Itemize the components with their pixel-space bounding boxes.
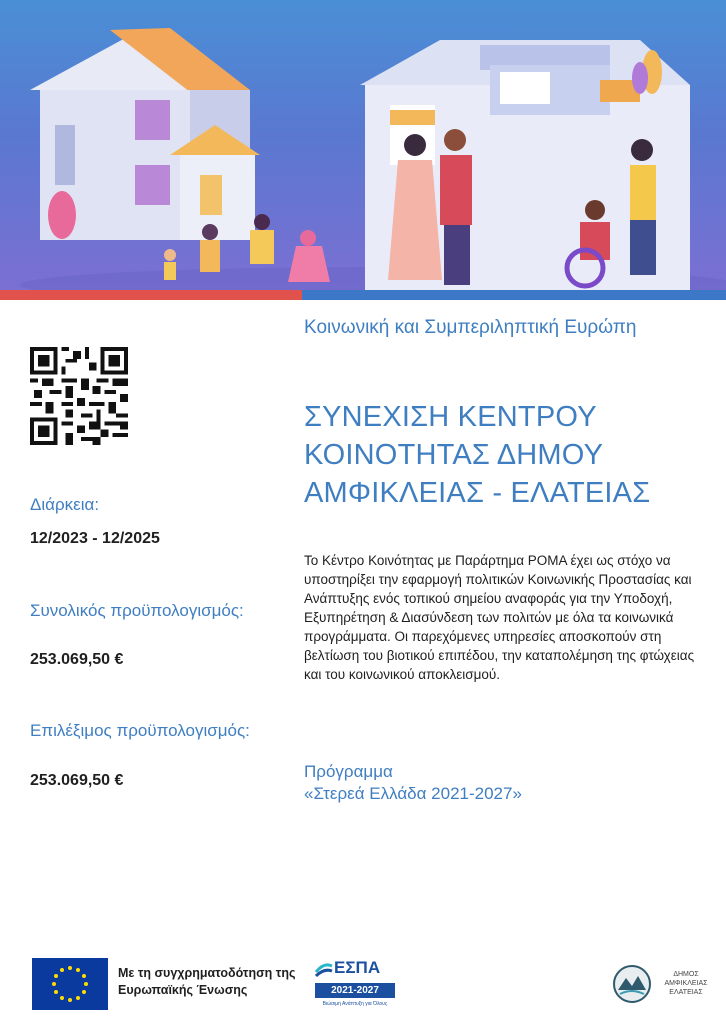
program-area: Κοινωνική και Συμπεριληπτική Ευρώπη xyxy=(304,317,637,338)
project-title: ΣΥΝΕΧΙΣΗ ΚΕΝΤΡΟΥ ΚΟΙΝΟΤΗΤΑΣ ΔΗΜΟΥ ΑΜΦΙΚΛΕΙΑΣ - ΕΛΑΤΕΙΑΣ xyxy=(304,401,651,509)
espa-title: ΕΣΠΑ xyxy=(334,958,381,977)
hero-illustration xyxy=(0,0,726,300)
total-budget-value: 253.069,50 € xyxy=(30,651,124,668)
espa-mark-icon xyxy=(315,960,333,978)
total-budget-label: Συνολικός προϋπολογισμός: xyxy=(30,601,244,620)
espa-years: 2021-2027 xyxy=(315,983,395,998)
eu-cofunding-text: Με τη συγχρηματοδότηση της Ευρωπαϊκής Ένωσης xyxy=(118,966,296,997)
eligible-budget-value: 253.069,50 € xyxy=(30,772,124,789)
programme-label: Πρόγραμμα xyxy=(304,762,393,781)
municipality-logo-icon xyxy=(612,964,652,1004)
project-description: Το Κέντρο Κοινότητας με Παράρτημα ΡΟΜΑ έχει ως στόχο να υποστηρίξει την εφαρμογή πολιτικών Κοινωνικής Προστασίας και Ανάπτυξης ενός τοπικού σημείου αναφοράς για την Υποδοχή, Εξυπηρέτηση & Διασύνδεση των πολιτών με όλα τα κοινωνικά προγράμματα. Οι παρεχόμενες υπηρεσίες αποσκοπούν στη βελτίωση του βιοτικού επιπέδου, την καταπολέμηση της φτώχειας και του κοινωνικού αποκλεισμού. xyxy=(304,553,695,682)
programme-block xyxy=(304,761,704,805)
duration-value: 12/2023 - 12/2025 xyxy=(30,530,160,547)
hero-stripe-red xyxy=(0,290,302,300)
eligible-budget-label: Επιλέξιμος προϋπολογισμός: xyxy=(30,721,250,740)
duration-label: Διάρκεια: xyxy=(30,495,100,514)
eu-flag-icon xyxy=(32,958,108,1010)
qr-code[interactable] xyxy=(30,347,128,445)
programme-name: «Στερεά Ελλάδα 2021-2027» xyxy=(304,784,522,803)
municipality-name: ΔΗΜΟΣ ΑΜΦΙΚΛΕΙΑΣ ΕΛΑΤΕΙΑΣ xyxy=(664,971,708,996)
hero-stripe-blue xyxy=(302,290,726,300)
espa-subtitle: Βιώσιμη Ανάπτυξη για Όλους xyxy=(322,1001,388,1007)
houses-and-people-illustration xyxy=(0,0,726,300)
